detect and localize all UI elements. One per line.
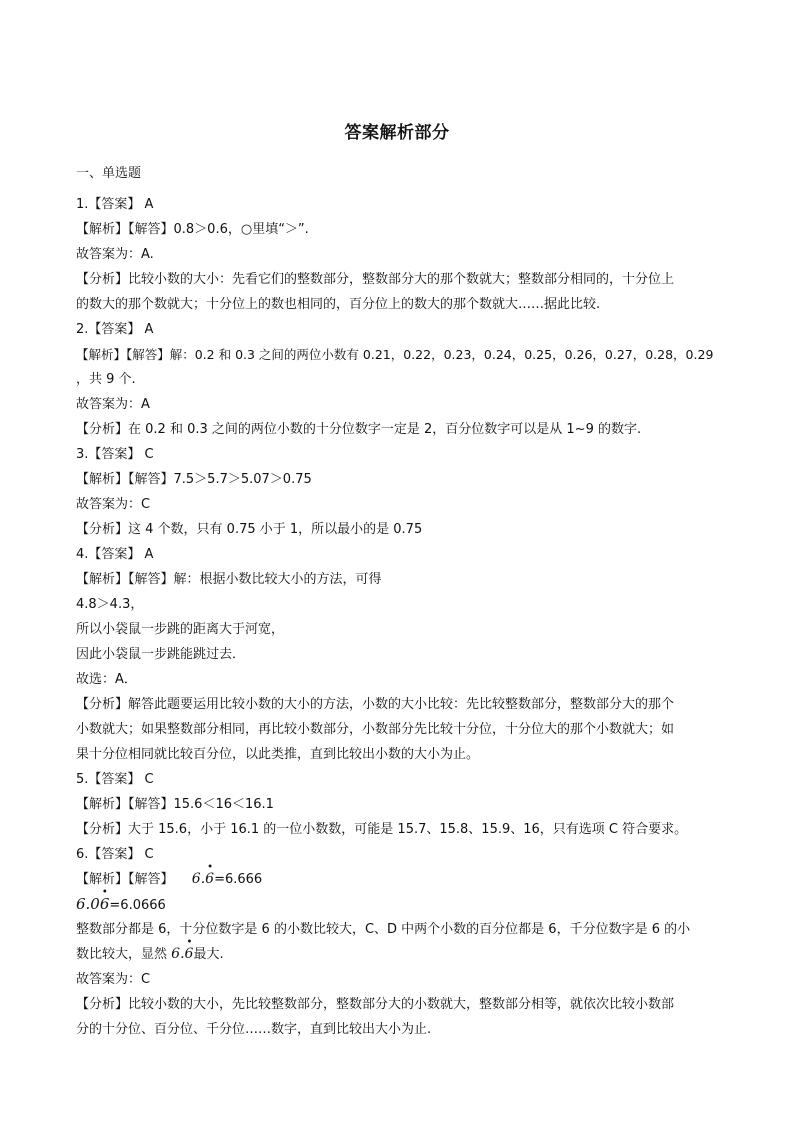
q5-answer: 5.【答案】 C	[76, 772, 154, 787]
q3-fenxi: 【分析】这 4 个数，只有 0.75 小于 1，所以最小的是 0.75	[76, 522, 423, 537]
q6-fenxi-line1: 【分析】比较小数的大小，先比较整数部分，整数部分大的小数就大，整数部分相等，就依次比较小数部	[76, 997, 675, 1012]
q6-body-line2-prefix: 数比较大，显然	[76, 947, 168, 962]
q2-fenxi: 【分析】在 0.2 和 0.3 之间的两位小数的十分位数字一定是 2，百分位数字可以是从 1~9 的数字.	[76, 422, 642, 437]
q3-analysis: 【解析】【解答】7.5＞5.7＞5.07＞0.75	[76, 472, 312, 487]
repeating-decimal-2-digit: 6	[99, 895, 110, 913]
q6-body-line2-suffix: 最大.	[193, 947, 224, 962]
repeating-decimal-1	[191, 862, 215, 892]
q6-rep2-eq: =6.0666	[109, 898, 166, 913]
q6-rep2-line	[76, 887, 720, 917]
q4-conclusion: 故选：A．	[76, 672, 137, 687]
repeating-decimal-3-digit: 6	[184, 946, 194, 962]
q4-line-b: 所以小袋鼠一步跳的距离大于河宽，	[76, 622, 285, 637]
q1-analysis: 【解析】【解答】0.8＞0.6，○里填“＞”.	[76, 222, 309, 237]
q3-conclusion: 故答案为：C	[76, 497, 151, 512]
q2-analysis-line2: ，共 9 个.	[76, 372, 136, 387]
q4-analysis: 【解析】【解答】解：根据小数比较大小的方法，可得	[76, 572, 382, 587]
q6-analysis-prefix: 【解析】【解答】	[76, 872, 174, 887]
q4-answer: 4.【答案】 A	[76, 547, 154, 562]
repeating-decimal-1-int: 6.	[191, 871, 206, 887]
q6-fenxi-line2: 分的十分位、百分位、千分位……数字，直到比较出大小为止.	[76, 1022, 432, 1037]
answers-content	[76, 192, 720, 1042]
q1-fenxi-line2: 的数大的那个数就大；十分位上的数也相同的，百分位上的数大的那个数就大……据此比较.	[76, 297, 601, 312]
q4-fenxi-line2: 小数就大；如果整数部分相同，再比较小数部分，小数部分先比较十分位，十分位大的那个小数就大；如	[76, 722, 675, 737]
q4-fenxi-line3: 果十分位相同就比较百分位，以此类推，直到比较出小数的大小为止。	[76, 747, 480, 762]
q1-fenxi-line1: 【分析】比较小数的大小：先看它们的整数部分，整数部分大的那个数就大；整数部分相同的，十分位上	[76, 272, 675, 287]
q2-answer: 2.【答案】 A	[76, 322, 154, 337]
repeat-dot: •	[101, 887, 108, 898]
q6-conclusion: 故答案为：C	[76, 972, 151, 987]
q6-analysis	[76, 862, 720, 892]
q6-body-line1: 整数部分都是 6，十分位数字是 6 的小数比较大，C、D 中两个小数的百分位都是 6，千分位数字是 6 的小	[76, 922, 691, 937]
q1-conclusion: 故答案为：A.	[76, 247, 154, 262]
repeating-decimal-3-int: 6.	[171, 946, 185, 962]
q5-fenxi: 【分析】大于 15.6，小于 16.1 的一位小数数，可能是 15.7、15.8、15.9、16，只有选项 C 符合要求。	[76, 822, 688, 837]
q1-answer: 1.【答案】 A	[76, 197, 154, 212]
repeat-dot: •	[207, 862, 214, 873]
q3-answer: 3.【答案】 C	[76, 447, 154, 462]
q5-analysis: 【解析】【解答】15.6＜16＜16.1	[76, 797, 274, 812]
section-heading: 一、单选题	[76, 166, 142, 181]
q4-line-c: 因此小袋鼠一步跳能跳过去．	[76, 647, 246, 662]
repeat-dot: •	[186, 937, 193, 948]
repeating-decimal-2	[76, 887, 110, 917]
q6-body-line2	[76, 937, 720, 967]
repeating-decimal-2-int: 6.0	[76, 895, 100, 913]
q2-analysis-line1: 【解析】【解答】解：0.2 和 0.3 之间的两位小数有 0.21，0.22，0.23，0.24，0.25，0.26，0.27，0.28，0.29	[76, 347, 714, 362]
page-title: 答案解析部分	[344, 123, 450, 143]
q6-rep1-eq: =6.666	[214, 872, 263, 887]
repeating-decimal-1-digit: 6	[205, 871, 215, 887]
q4-fenxi-line1: 【分析】解答此题要运用比较小数的大小的方法，小数的大小比较：先比较整数部分，整数部分大的那个	[76, 697, 675, 712]
q6-answer: 6.【答案】 C	[76, 847, 154, 862]
q2-conclusion: 故答案为：A	[76, 397, 150, 412]
q4-line-a: 4.8＞4.3，	[76, 597, 144, 612]
repeating-decimal-3	[171, 937, 194, 967]
